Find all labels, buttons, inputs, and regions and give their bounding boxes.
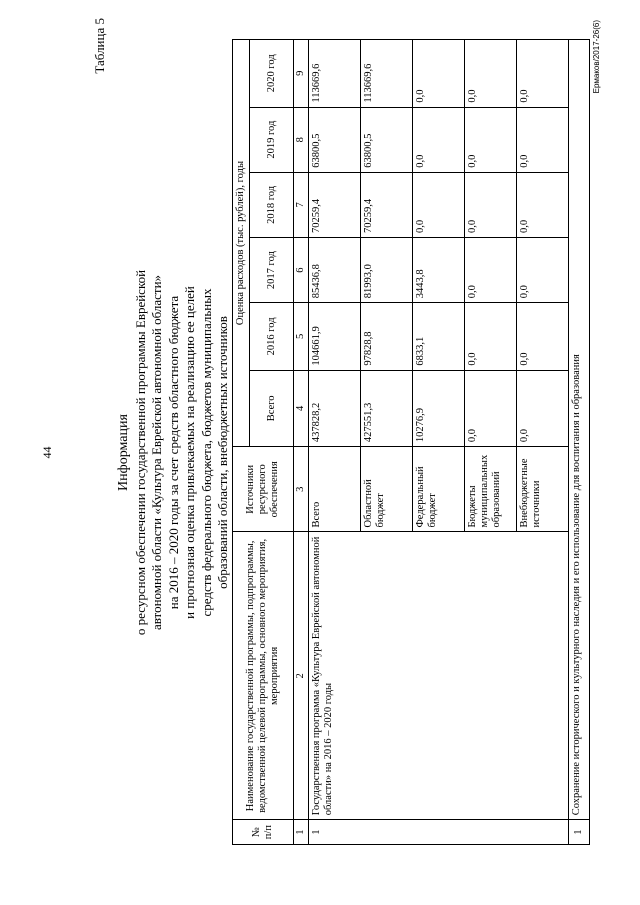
source-cell: Всего	[309, 447, 361, 532]
section-title: Сохранение исторического и культурного наследия и его использование для воспитания и образования	[569, 40, 590, 820]
value-cell: 0,0	[517, 303, 569, 370]
column-index: 9	[294, 40, 309, 108]
value-cell: 0,0	[517, 370, 569, 446]
source-cell: Внебюджетные источники	[517, 447, 569, 532]
header-2016: 2016 год	[250, 303, 294, 370]
column-index: 4	[294, 370, 309, 446]
column-index: 8	[294, 107, 309, 172]
value-cell: 0,0	[413, 40, 465, 108]
value-cell: 10276,9	[413, 370, 465, 446]
title-line: автономной области «Культура Еврейской автономной области»	[149, 274, 164, 631]
value-cell: 0,0	[465, 40, 517, 108]
value-cell: 0,0	[517, 40, 569, 108]
value-cell: 427551,3	[361, 370, 413, 446]
title-line: средств федерального бюджета, бюджетов муниципальных	[198, 288, 214, 617]
program-name: Государственная программа «Культура Еврейской автономной области» на 2016 – 2020 годы	[309, 532, 569, 820]
resource-table	[232, 39, 590, 845]
value-cell: 0,0	[413, 172, 465, 237]
document-stamp: Ермаков/2017-26(6)	[592, 20, 601, 94]
column-index: 6	[294, 237, 309, 302]
value-cell: 0,0	[517, 237, 569, 302]
header-2020: 2020 год	[250, 40, 294, 108]
section-row	[569, 40, 590, 845]
column-index: 5	[294, 303, 309, 370]
value-cell: 6833,1	[413, 303, 465, 370]
value-cell: 3443,8	[413, 237, 465, 302]
value-cell: 81993,0	[361, 237, 413, 302]
column-index: 1	[294, 820, 309, 845]
value-cell: 437828,2	[309, 370, 361, 446]
program-num: 1	[309, 820, 569, 845]
title-line: Информация	[116, 414, 131, 491]
value-cell: 0,0	[465, 172, 517, 237]
value-cell: 113669,6	[309, 40, 361, 108]
header-name: Наименование государственной программы, подпрограммы, ведомственной целевой программы, основного мероприятия, мероприятия	[233, 532, 294, 820]
header-2017: 2017 год	[250, 237, 294, 302]
column-index: 3	[294, 447, 309, 532]
column-index-row	[294, 40, 309, 845]
column-index: 7	[294, 172, 309, 237]
column-index: 2	[294, 532, 309, 820]
table-header-row	[233, 40, 250, 845]
title-line: и прогнозная оценка привлекаемых на реализацию ее целей	[182, 286, 197, 619]
value-cell: 97828,8	[361, 303, 413, 370]
header-2018: 2018 год	[250, 172, 294, 237]
title-line: о ресурсном обеспечении государственной программы Еврейской	[132, 269, 148, 636]
value-cell: 0,0	[413, 107, 465, 172]
document-title	[116, 0, 232, 905]
page-number: 44	[40, 446, 54, 459]
value-cell: 0,0	[517, 172, 569, 237]
value-cell: 0,0	[465, 237, 517, 302]
value-cell: 0,0	[465, 370, 517, 446]
table-label: Таблица 5	[92, 18, 107, 74]
value-cell: 104661,9	[309, 303, 361, 370]
value-cell: 63800,5	[361, 107, 413, 172]
header-estimate: Оценка расходов (тыс. рублей), годы	[233, 40, 250, 447]
header-num: № п/п	[233, 820, 294, 845]
value-cell: 113669,6	[361, 40, 413, 108]
title-line: на 2016 – 2020 годы за счет средств областного бюджета	[165, 295, 181, 610]
header-source: Источники ресурсного обеспечения	[233, 447, 294, 532]
value-cell: 85436,8	[309, 237, 361, 302]
value-cell: 0,0	[465, 107, 517, 172]
section-num: 1	[569, 820, 590, 845]
header-2019: 2019 год	[250, 107, 294, 172]
value-cell: 70259,4	[309, 172, 361, 237]
source-cell: Федеральный бюджет	[413, 447, 465, 532]
value-cell: 0,0	[517, 107, 569, 172]
value-cell: 0,0	[465, 303, 517, 370]
value-cell: 63800,5	[309, 107, 361, 172]
table-row	[309, 40, 361, 845]
title-line: образований области, внебюджетных источников	[215, 316, 230, 589]
header-total: Всего	[250, 370, 294, 446]
value-cell: 70259,4	[361, 172, 413, 237]
source-cell: Областной бюджет	[361, 447, 413, 532]
source-cell: Бюджеты муниципальных образований	[465, 447, 517, 532]
